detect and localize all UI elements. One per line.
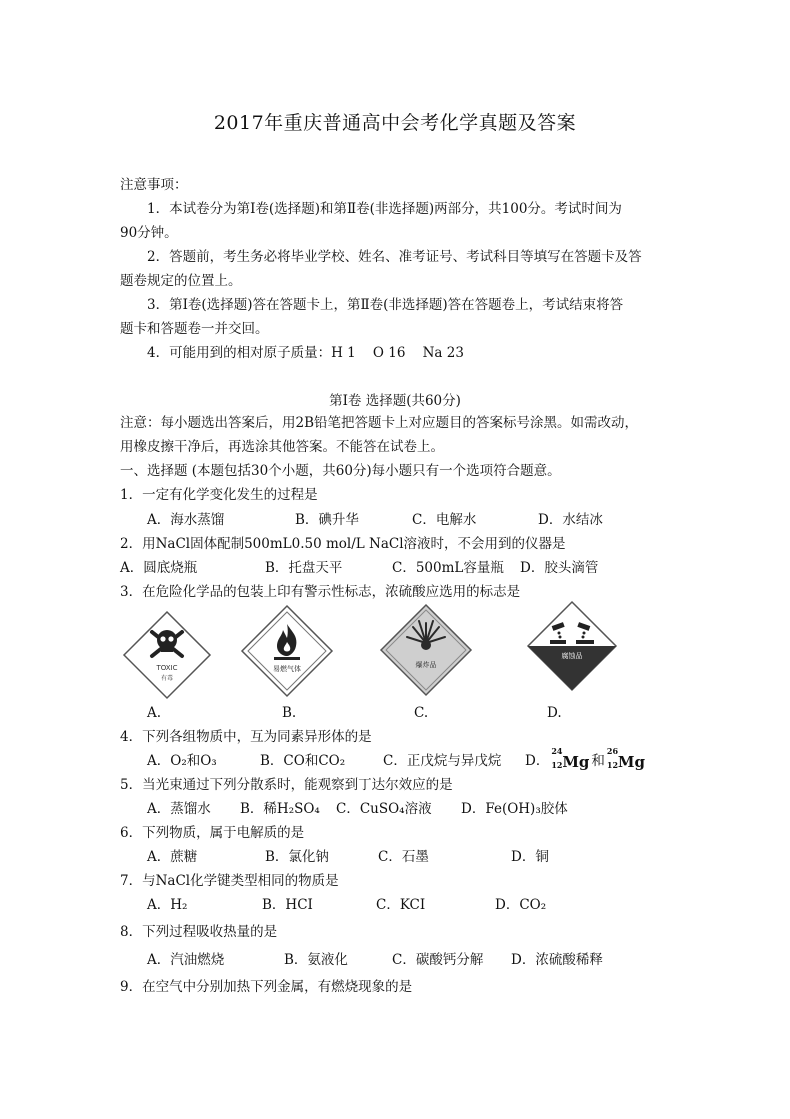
toxic-sign: [122, 610, 212, 700]
question-6-option-d: D．铜: [511, 849, 549, 865]
notice-heading: 注意事项：: [120, 177, 188, 193]
question-7-stem: 7．与NaCl化学键类型相同的物质是: [120, 873, 339, 889]
question-6-option-a: A．蔗糖: [147, 849, 198, 865]
question-4-option-d: [525, 745, 647, 771]
section-note-1: 注意：每小题选出答案后，用2B铅笔把答题卡上对应题目的答案标号涂黑。如需改动，: [120, 415, 639, 431]
question-7-option-c: C．KCI: [376, 897, 426, 913]
isotope-atomic-number: 12: [606, 759, 619, 770]
isotope-symbol: Mg: [562, 752, 590, 771]
section-title: 第Ⅰ卷 选择题(共60分): [329, 393, 461, 409]
question-4-option-c: C．正戊烷与异戊烷: [383, 753, 502, 769]
question-1-option-c: C．电解水: [412, 512, 477, 528]
flammable-label: 易燃气体: [273, 665, 301, 673]
question-2-stem: 2．用NaCl固体配制500mL0.50 mol/L NaCl溶液时，不会用到的仪器是: [120, 536, 566, 552]
question-1-option-b: B．碘升华: [295, 512, 359, 528]
page-title: 2017年重庆普通高中会考化学真题及答案: [213, 112, 577, 134]
question-8-option-b: B．氨液化: [284, 952, 348, 968]
conjunction: 和: [591, 753, 605, 769]
isotope-mass: 26: [606, 745, 619, 756]
question-3-option-b: B.: [282, 705, 297, 721]
question-4-stem: 4．下列各组物质中，互为同素异形体的是: [120, 729, 372, 745]
question-8-option-c: C．碳酸钙分解: [392, 952, 484, 968]
question-6-option-b: B．氯化钠: [265, 849, 329, 865]
question-3-option-c: C.: [414, 705, 429, 721]
question-3-stem: 3．在危险化学品的包装上印有警示性标志，浓硫酸应选用的标志是: [120, 584, 521, 600]
question-5-option-b: B．稀H₂SO₄: [240, 801, 320, 817]
question-5-option-d: D．Fe(OH)₃胶体: [461, 801, 568, 817]
notice-item-1-cont: 90分钟。: [120, 225, 178, 241]
question-9-stem: 9．在空气中分别加热下列金属，有燃烧现象的是: [120, 979, 413, 995]
question-3-option-d: D.: [547, 705, 562, 721]
question-1-option-d: D．水结冰: [538, 512, 603, 528]
corrosive-sign: [526, 600, 618, 692]
question-2-option-a: A．圆底烧瓶: [120, 560, 198, 576]
question-4-option-b: B．CO和CO₂: [260, 753, 346, 769]
question-2-option-d: D．胶头滴管: [520, 560, 599, 576]
question-2-option-b: B．托盘天平: [265, 560, 343, 576]
question-1-option-a: A．海水蒸馏: [147, 512, 225, 528]
question-7-option-a: A．H₂: [147, 897, 188, 913]
corrosive-label: 腐蚀品: [561, 652, 583, 660]
isotope-mg-24: [551, 745, 590, 771]
question-5-option-c: C．CuSO₄溶液: [336, 801, 432, 817]
explosive-sign: [379, 603, 473, 697]
question-8-option-d: D．浓硫酸稀释: [511, 952, 603, 968]
question-5-option-a: A．蒸馏水: [147, 801, 211, 817]
section-note-2: 用橡皮擦干净后，再选涂其他答案。不能答在试卷上。: [120, 439, 444, 455]
question-6-stem: 6．下列物质，属于电解质的是: [120, 825, 305, 841]
notice-item-2-cont: 题卷规定的位置上。: [120, 273, 242, 289]
isotope-symbol: Mg: [617, 752, 646, 771]
question-4-option-a: A．O₂和O₃: [147, 753, 217, 769]
isotope-mg-26: [606, 745, 646, 771]
notice-item-4: 4．可能用到的相对原子质量：H 1 O 16 Na 23: [147, 345, 464, 361]
question-6-option-c: C．石墨: [378, 849, 429, 865]
notice-item-3: 3．第Ⅰ卷(选择题)答在答题卡上，第Ⅱ卷(非选择题)答在答题卷上，考试结束将答: [147, 297, 624, 313]
question-1-stem: 1．一定有化学变化发生的过程是: [120, 487, 318, 503]
toxic-label-cn: 有毒: [160, 675, 174, 682]
question-7-option-b: B．HCI: [262, 897, 313, 913]
question-2-option-c: C．500mL容量瓶: [392, 560, 504, 576]
flammable-gas-sign: [240, 604, 334, 698]
notice-item-2: 2．答题前，考生务必将毕业学校、姓名、准考证号、考试科目等填写在答题卡及答: [147, 249, 642, 265]
explosive-label: 爆炸品: [415, 661, 437, 669]
isotope-mass: 24: [551, 745, 563, 756]
isotope-atomic-number: 12: [551, 759, 563, 770]
question-7-option-d: D．CO₂: [495, 897, 547, 913]
question-3-option-a: A.: [147, 705, 162, 721]
question-8-stem: 8．下列过程吸收热量的是: [120, 924, 278, 940]
question-8-option-a: A．汽油燃烧: [147, 952, 225, 968]
part-heading: 一、选择题 (本题包括30个小题，共60分)每小题只有一个选项符合题意。: [120, 463, 561, 479]
toxic-label: TOXIC: [156, 664, 178, 672]
question-5-stem: 5．当光束通过下列分散系时，能观察到丁达尔效应的是: [120, 777, 453, 793]
notice-item-3-cont: 题卡和答题卷一并交回。: [120, 321, 269, 337]
notice-item-1: 1．本试卷分为第Ⅰ卷(选择题)和第Ⅱ卷(非选择题)两部分，共100分。考试时间为: [147, 201, 622, 217]
question-4-option-d-label: D．: [525, 753, 550, 769]
